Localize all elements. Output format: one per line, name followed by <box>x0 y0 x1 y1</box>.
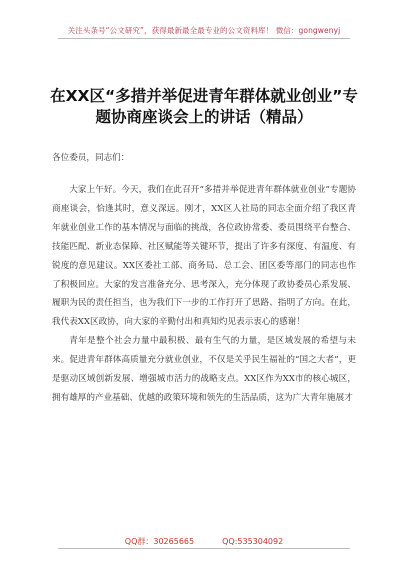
footer-qq-group: QQ群：30265665 <box>124 537 195 546</box>
header-banner: 关注头条号“公文研究”，获得最新最全最专业的公文资料库！ 微信：gongwenyj <box>67 26 341 35</box>
document-title: 在XX区“多措并举促进青年群体就业创业”专题协商座谈会上的讲话（精品） <box>50 87 358 126</box>
header-divider <box>58 38 350 39</box>
footer-divider <box>58 548 350 549</box>
paragraph-2: 青年是整个社会力量中最积极、最有生气的力量，是区域发展的希望与未来。促进青年群体高质量充分就业创业，不仅是关乎民生福祉的“国之大者”，更是驱动区域创新发展、增强城市活力的战略支点。XX区作为XX市的核心城区，拥有雄厚的产业基础、优越的政策环境和领先的生活品质，这为广大青年施展才 <box>52 336 356 403</box>
footer-qq: QQ:535304092 <box>222 537 284 546</box>
salutation: 各位委员，同志们： <box>52 153 130 163</box>
document-body <box>52 181 356 408</box>
footer-contact <box>0 536 408 547</box>
paragraph-1: 大家上午好。今天，我们在此召开“多措并举促进青年群体就业创业”专题协商座谈会，恰逢其时，意义深远。刚才，XX区人社局的同志全面介绍了我区青年就业创业工作的基本情况与面临的挑战，各位政协常委、委员围绕平台整合、技能匹配、新业态保障、社区赋能等关键环节，提出了许多有深度、有温度、有锐度的意见建议。XX区委社工部、商务局、总工会、团区委等部门的同志也作了积极回应。大家的发言准备充分、思考深入，充分体现了政协委员心系发展、履职为民的责任担当，也为我们下一步的工作打开了思路、指明了方向。在此，我代表XX区政协，向大家的辛勤付出和真知灼见表示衷心的感谢！ <box>52 185 356 328</box>
